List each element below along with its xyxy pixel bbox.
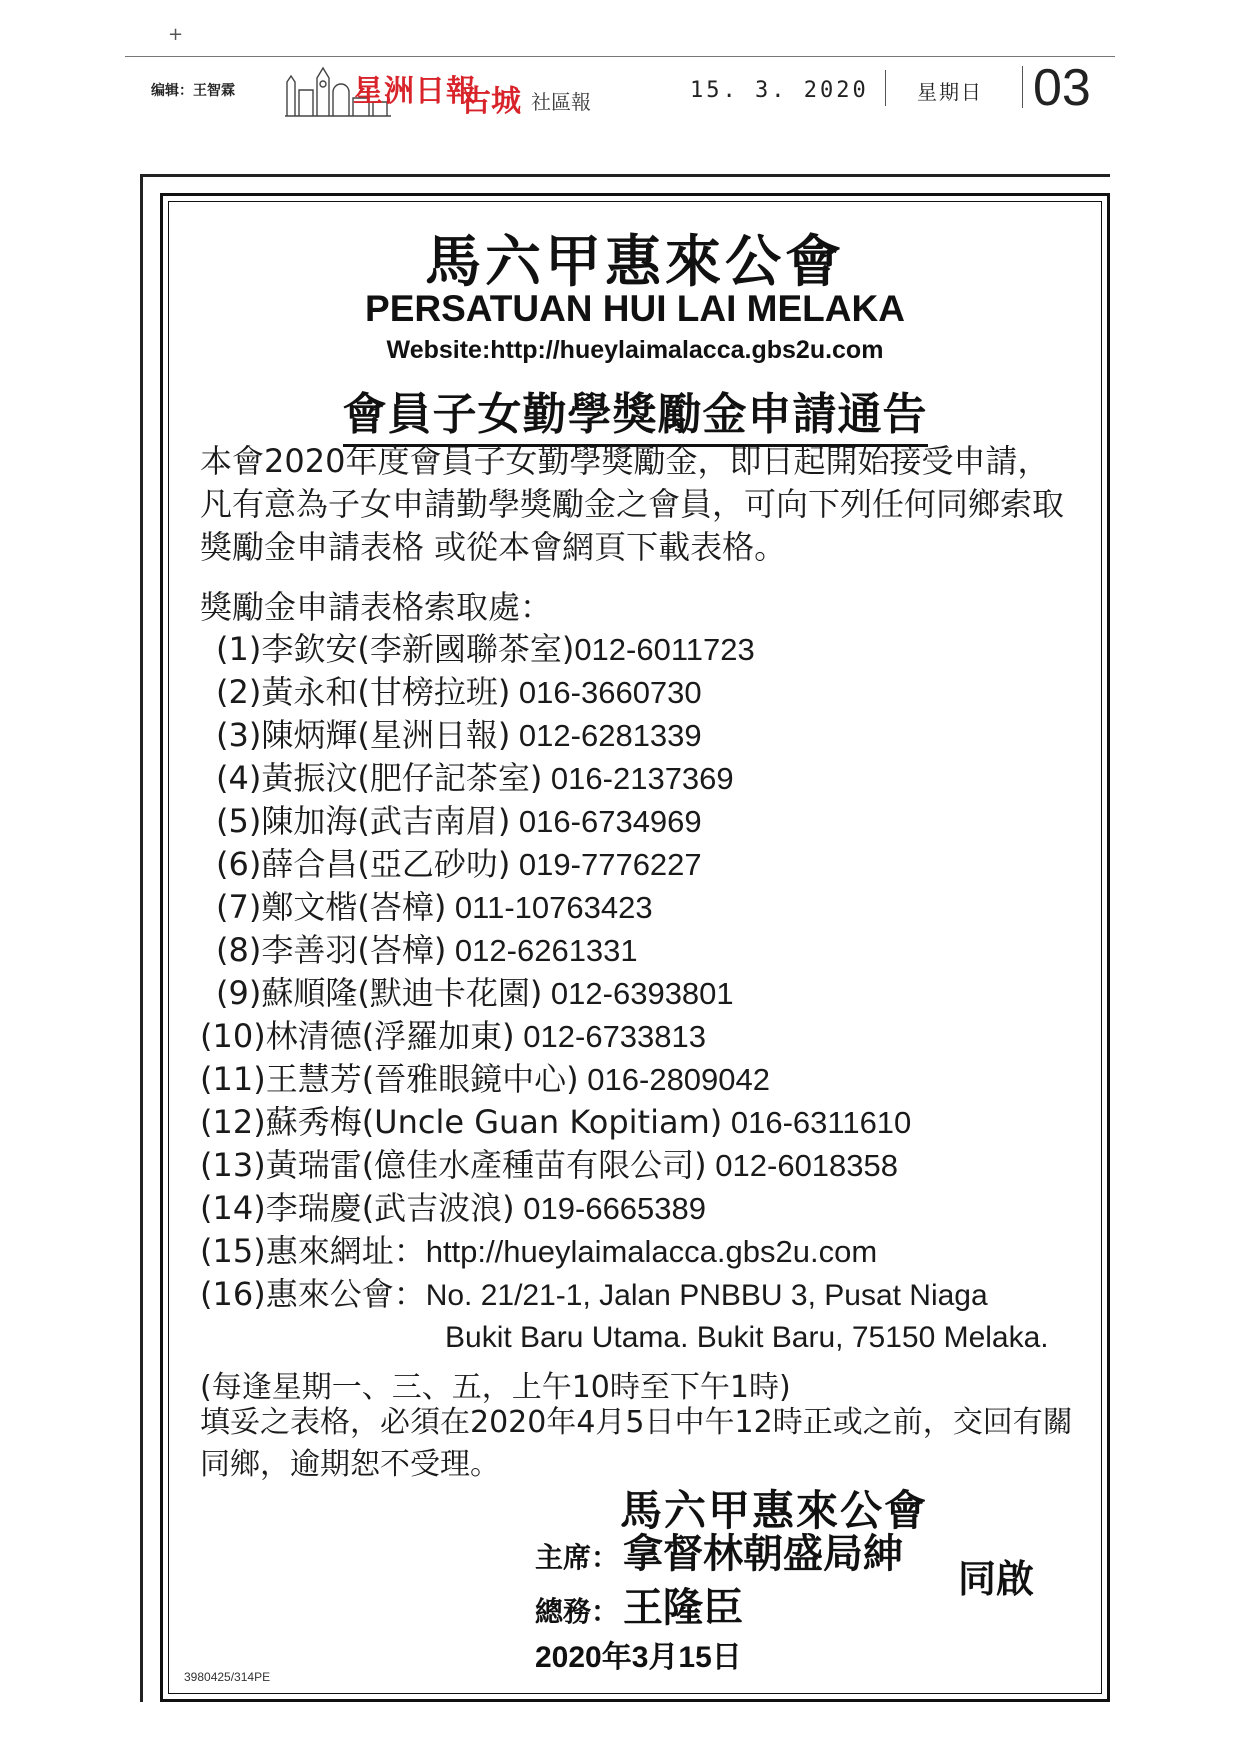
contact-label: (8)李善羽(峇樟) bbox=[216, 931, 447, 969]
association-name-zh: 馬六甲惠來公會 bbox=[425, 230, 845, 295]
association-name-en: PERSATUAN HUI LAI MELAKA bbox=[365, 288, 905, 329]
signature-date: 2020年3月15日 bbox=[535, 1641, 742, 1674]
contact-label: (12)蘇秀梅(Uncle Guan Kopitiam) bbox=[200, 1103, 723, 1141]
contact-phone: 016-2809042 bbox=[578, 1062, 771, 1097]
list-item bbox=[200, 1058, 1080, 1101]
header-divider bbox=[885, 70, 886, 106]
list-item-address bbox=[200, 1273, 1080, 1316]
notice-heading: 會員子女勤學獎勵金申請通告 bbox=[343, 378, 928, 447]
contact-phone: 012-6281339 bbox=[510, 718, 702, 753]
notice-intro: 本會2020年度會員子女勤學獎勵金，即日起開始接受申請，凡有意為子女申請勤學獎勵金之會員，可向下列任何同鄉索取獎勵金申請表格 或從本會網頁下載表格。 bbox=[200, 442, 1065, 566]
list-item bbox=[200, 628, 1080, 671]
contact-label: (13)黃瑞雷(億佳水產種苗有限公司) bbox=[200, 1146, 707, 1184]
list-item bbox=[200, 671, 1080, 714]
list-item bbox=[200, 1144, 1080, 1187]
list-item-website bbox=[200, 1230, 1080, 1273]
crop-mark: + bbox=[168, 24, 184, 45]
list-item bbox=[200, 843, 1080, 886]
contact-label: (4)黃振汶(肥仔記茶室) bbox=[216, 759, 543, 797]
contact-phone: 019-7776227 bbox=[510, 847, 702, 882]
page-number: 03 bbox=[1033, 59, 1091, 117]
signature-secretary bbox=[535, 1576, 743, 1633]
contact-label: (3)陳炳輝(星洲日報) bbox=[216, 716, 511, 754]
address-label: (16)惠來公會： bbox=[200, 1275, 426, 1313]
contact-label: (1)李欽安(李新國聯茶室) bbox=[216, 630, 575, 668]
contact-phone: 012-6011723 bbox=[574, 632, 755, 667]
list-item bbox=[200, 886, 1080, 929]
chair-label: 主席： bbox=[535, 1541, 620, 1574]
section-name: 社區報 bbox=[531, 90, 591, 114]
list-item bbox=[200, 1187, 1080, 1230]
address-line-2: Bukit Baru Utama. Bukit Baru, 75150 Melaka. bbox=[445, 1321, 1049, 1354]
signature-jointly: 同啟 bbox=[958, 1557, 1035, 1601]
contact-phone: 016-2137369 bbox=[542, 761, 734, 796]
contact-label: (11)王慧芳(晉雅眼鏡中心) bbox=[200, 1060, 579, 1098]
list-item bbox=[200, 1101, 1080, 1144]
association-website: Website:http://hueylaimalacca.gbs2u.com bbox=[386, 336, 884, 364]
signature-org: 馬六甲惠來公會 bbox=[620, 1486, 929, 1535]
chair-name: 拿督林朝盛局紳 bbox=[623, 1531, 904, 1577]
contact-phone: 016-3660730 bbox=[510, 675, 702, 710]
secretary-name: 王隆臣 bbox=[623, 1585, 744, 1631]
list-item bbox=[200, 800, 1080, 843]
submission-deadline: 填妥之表格，必須在2020年4月5日中午12時正或之前，交回有關同鄉，逾期恕不受理。 bbox=[200, 1405, 1073, 1482]
contact-label: (9)蘇順隆(默迪卡花園) bbox=[216, 974, 543, 1012]
contact-phone: 012-6018358 bbox=[706, 1148, 899, 1183]
contact-phone: 016-6311610 bbox=[722, 1105, 912, 1140]
website-label: (15)惠來網址： bbox=[200, 1232, 426, 1270]
contact-phone: 011-10763423 bbox=[446, 890, 653, 925]
website-link[interactable]: http://hueylaimalacca.gbs2u.com bbox=[425, 1234, 878, 1269]
contact-phone: 012-6261331 bbox=[446, 933, 638, 968]
collection-hours: (每逢星期一、三、五，上午10時至下午1時) bbox=[200, 1370, 791, 1405]
contact-list-heading: 獎勵金申請表格索取處： bbox=[200, 588, 553, 626]
header-divider bbox=[1022, 66, 1023, 108]
newspaper-brand: 星洲日報 bbox=[353, 74, 477, 109]
contact-label: (5)陳加海(武吉南眉) bbox=[216, 802, 511, 840]
contact-label: (6)薛合昌(亞乙砂叻) bbox=[216, 845, 511, 883]
ad-code: 3980425/314PE bbox=[184, 1670, 271, 1684]
contact-label: (7)鄭文楷(峇樟) bbox=[216, 888, 447, 926]
address-line-1: No. 21/21-1, Jalan PNBBU 3, Pusat Niaga bbox=[425, 1279, 988, 1312]
signature-chair bbox=[535, 1522, 903, 1579]
list-item bbox=[200, 757, 1080, 800]
contact-phone: 012-6733813 bbox=[514, 1019, 707, 1054]
issue-weekday: 星期日 bbox=[917, 80, 983, 104]
newspaper-header bbox=[125, 56, 1115, 118]
secretary-label: 總務： bbox=[535, 1595, 620, 1628]
list-item bbox=[200, 714, 1080, 757]
notice-heading-wrap bbox=[160, 378, 1110, 447]
contact-phone: 012-6393801 bbox=[542, 976, 734, 1011]
contact-label: (2)黃永和(甘榜拉班) bbox=[216, 673, 511, 711]
section-name-red: 古城 bbox=[461, 84, 521, 119]
contact-phone: 019-6665389 bbox=[514, 1191, 707, 1226]
list-item bbox=[200, 929, 1080, 972]
issue-date: 15. 3. 2020 bbox=[690, 78, 869, 103]
list-item bbox=[200, 1015, 1080, 1058]
list-item bbox=[200, 972, 1080, 1015]
contact-list bbox=[200, 628, 1080, 1359]
editor-credit: 编辑：王智霖 bbox=[151, 83, 235, 99]
contact-label: (14)李瑞慶(武吉波浪) bbox=[200, 1189, 515, 1227]
newspaper-logo bbox=[283, 62, 623, 118]
contact-phone: 016-6734969 bbox=[510, 804, 702, 839]
contact-label: (10)林清德(浮羅加東) bbox=[200, 1017, 515, 1055]
